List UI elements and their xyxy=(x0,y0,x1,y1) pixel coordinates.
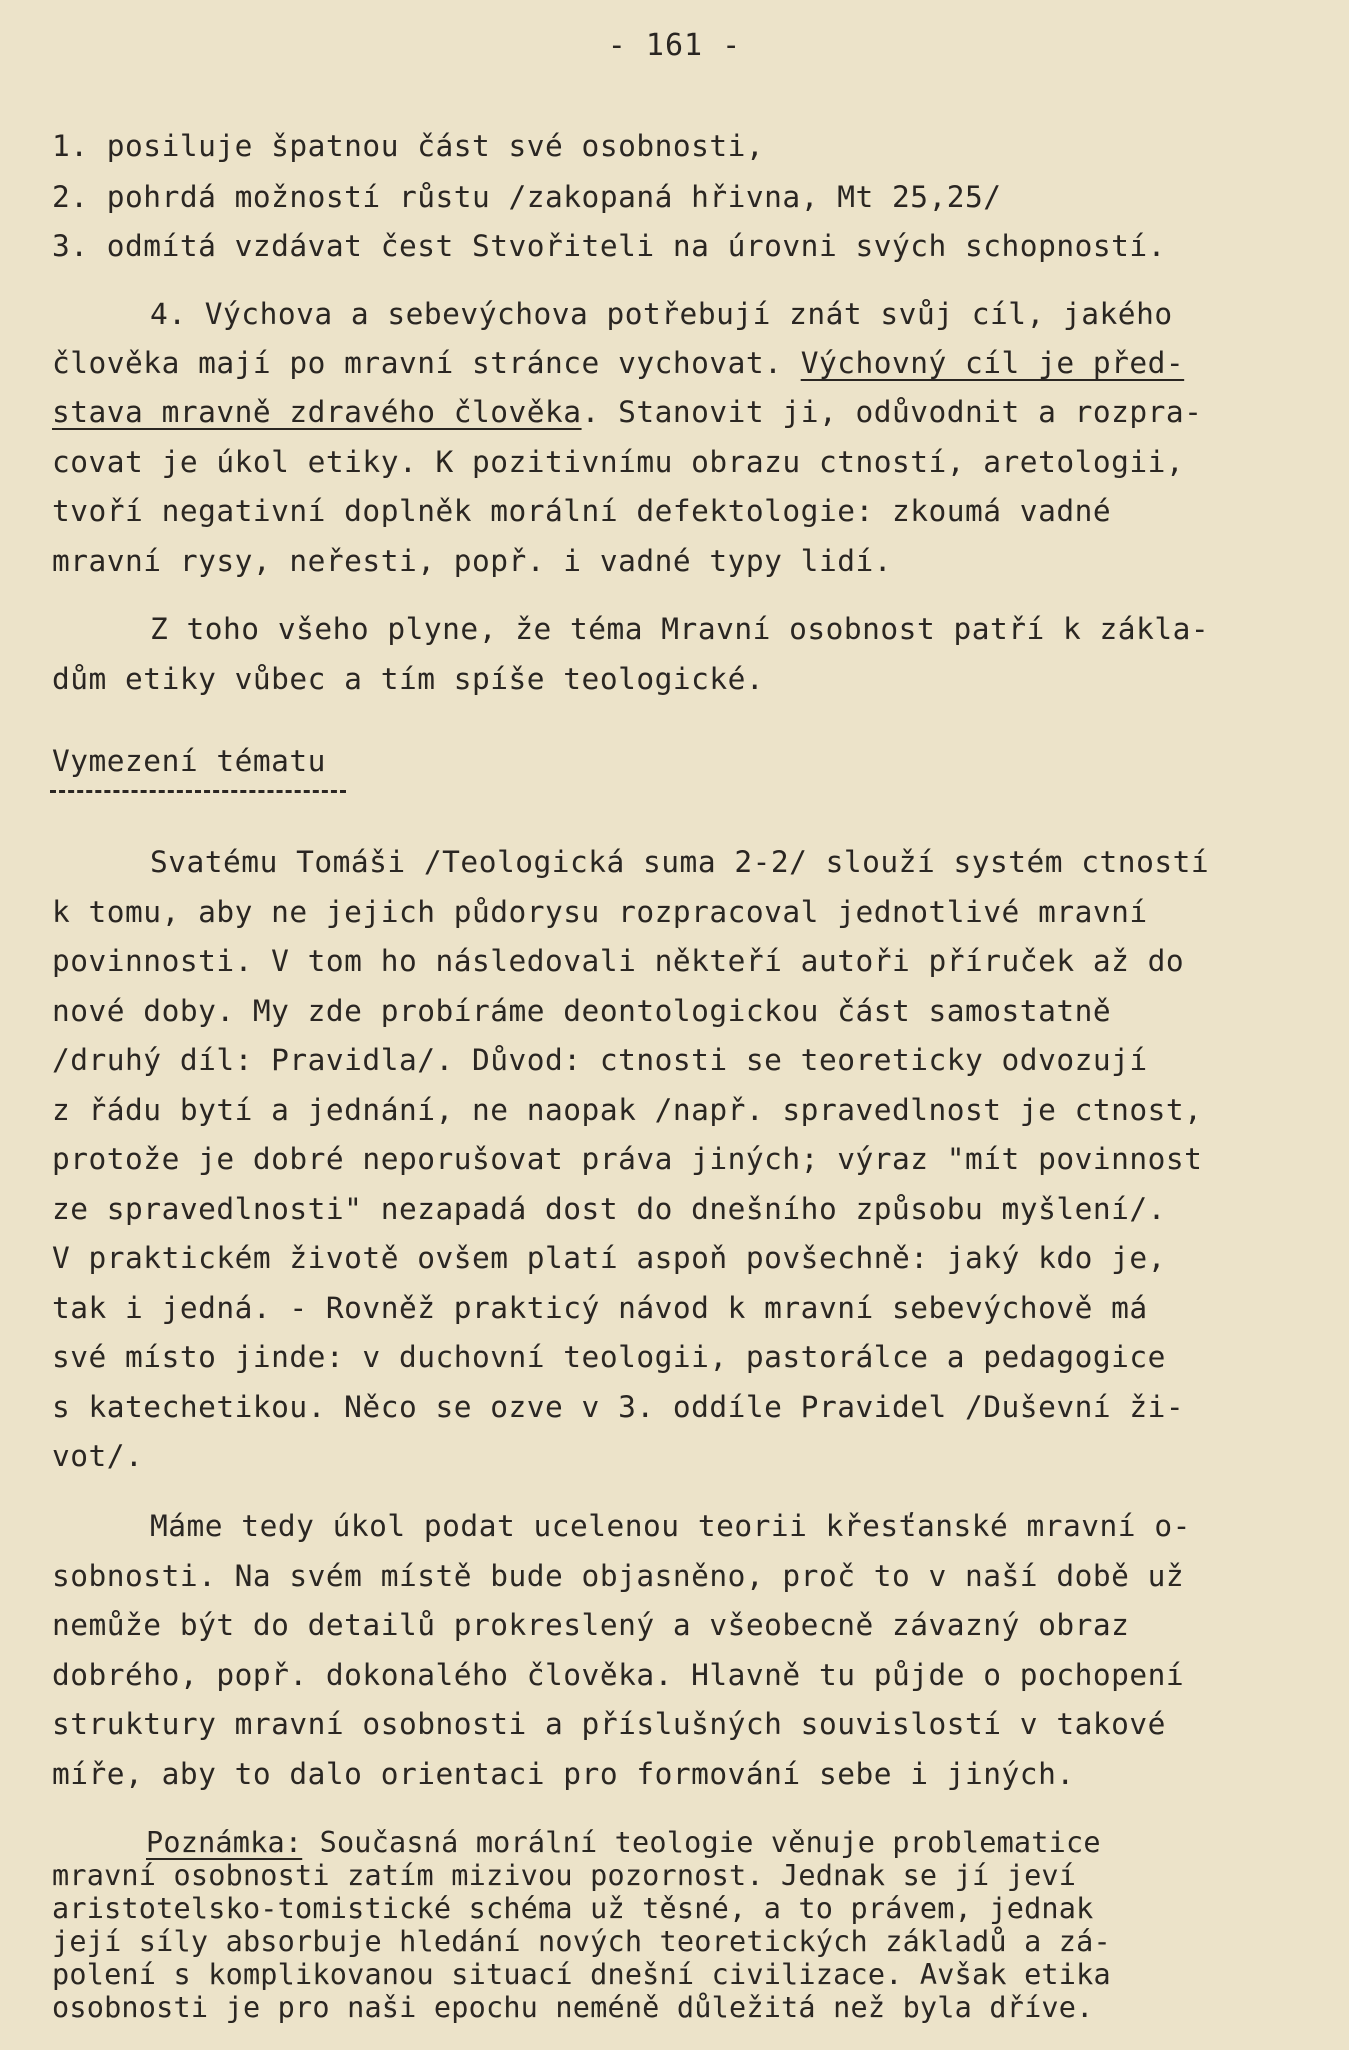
paragraph-line: nemůže být do detailů prokreslený a všeobecně závazný obraz xyxy=(52,1608,1130,1642)
list-item: 1. posiluje špatnou část své osobnosti, xyxy=(52,129,765,163)
paragraph-line: Máme tedy úkol podat ucelenou teorii křesťanské mravní o- xyxy=(150,1509,1191,1543)
list-item: 3. odmítá vzdávat čest Stvořiteli na úrovni svých schopností. xyxy=(52,229,1166,263)
paragraph-line: z řádu bytí a jednání, ne naopak /např. spravedlnost je ctnost, xyxy=(52,1093,1203,1127)
note-line: mravní osobnosti zatím mizivou pozornost. Jednak se jí jeví xyxy=(52,1859,1077,1892)
paragraph-line: struktury mravní osobnosti a příslušných souvislostí v takové xyxy=(52,1707,1166,1741)
paragraph-line: povinnosti. V tom ho následovali někteří autoři příruček až do xyxy=(52,944,1185,978)
paragraph-line: nové doby. My zde probíráme deontologickou část samostatně xyxy=(52,994,1112,1028)
paragraph-line: 4. Výchova a sebevýchova potřebují znát svůj cíl, jakého xyxy=(150,297,1173,331)
note-line: osobnosti je pro naši epochu neméně důležitá než byla dříve. xyxy=(52,1991,1094,2024)
paragraph-line: covat je úkol etiky. K pozitivnímu obrazu ctností, aretologii, xyxy=(52,445,1185,479)
paragraph-line: ze spravedlnosti" nezapadá dost do dnešního způsobu myšlení/. xyxy=(52,1192,1166,1226)
paragraph-line: protože je dobré neporušovat práva jiných; výraz "mít povinnost xyxy=(52,1142,1203,1176)
paragraph-line: sobnosti. Na svém místě bude objasněno, proč to v naší době už xyxy=(52,1559,1185,1593)
note-label: Poznámka: xyxy=(146,1826,303,1859)
underlined-phrase: Výchovný cíl je před- xyxy=(800,346,1185,380)
paragraph-line: s katechetikou. Něco se ozve v 3. oddíle Pravidel /Duševní ži- xyxy=(52,1390,1185,1424)
paragraph-line: mravní rysy, neřesti, popř. i vadné typy lidí. xyxy=(52,544,892,578)
paragraph-line: míře, aby to dalo orientaci pro formování sebe i jiných. xyxy=(52,1757,1075,1791)
underlined-phrase: stava mravně zdravého člověka xyxy=(52,395,582,429)
note-line: její síly absorbuje hledání nových teoretických základů a zá- xyxy=(52,1925,1111,1958)
paragraph-line: stava mravně zdravého člověka. Stanovit ji, odůvodnit a rozpra- xyxy=(52,395,1203,429)
paragraph-line: vot/. xyxy=(52,1439,144,1473)
section-heading: Vymezení tématu xyxy=(52,744,326,778)
paragraph-line: /druhý díl: Pravidla/. Důvod: ctnosti se teoreticky odvozují xyxy=(52,1043,1148,1077)
note-line: Poznámka: Současná morální teologie věnuje problematice xyxy=(146,1826,1101,1859)
paragraph-line: tvoří negativní doplněk morální defektologie: zkoumá vadné xyxy=(52,494,1112,528)
paragraph-line: V praktickém životě ovšem platí aspoň povšechně: jaký kdo je, xyxy=(52,1241,1166,1275)
list-item: 2. pohrdá možností růstu /zakopaná hřivna, Mt 25,25/ xyxy=(52,180,1002,214)
note-line: polení s komplikovanou situací dnešní civilizace. Avšak etika xyxy=(52,1958,1111,1991)
paragraph-line: své místo jinde: v duchovní teologii, pastorálce a pedagogice xyxy=(52,1340,1166,1374)
paragraph-line: dobrého, popř. dokonalého člověka. Hlavně tu půjde o pochopení xyxy=(52,1658,1185,1692)
note-line: aristotelsko-tomistické schéma už těsné, a to právem, jednak xyxy=(52,1892,1094,1925)
heading-underline xyxy=(50,790,346,793)
paragraph-line: k tomu, aby ne jejich půdorysu rozpracoval jednotlivé mravní xyxy=(52,895,1148,929)
paragraph-line: Z toho všeho plyne, že téma Mravní osobnost patří k zákla- xyxy=(150,612,1210,646)
page-number: - 161 - xyxy=(607,28,742,63)
paragraph-line: Svatému Tomáši /Teologická suma 2-2/ slouží systém ctností xyxy=(150,845,1210,879)
paragraph-line: dům etiky vůbec a tím spíše teologické. xyxy=(52,662,765,696)
paragraph-line: tak i jedná. - Rovněž prakticý návod k mravní sebevýchově má xyxy=(52,1291,1148,1325)
paragraph-line: člověka mají po mravní stránce vychovat. Výchovný cíl je před- xyxy=(52,346,1185,380)
